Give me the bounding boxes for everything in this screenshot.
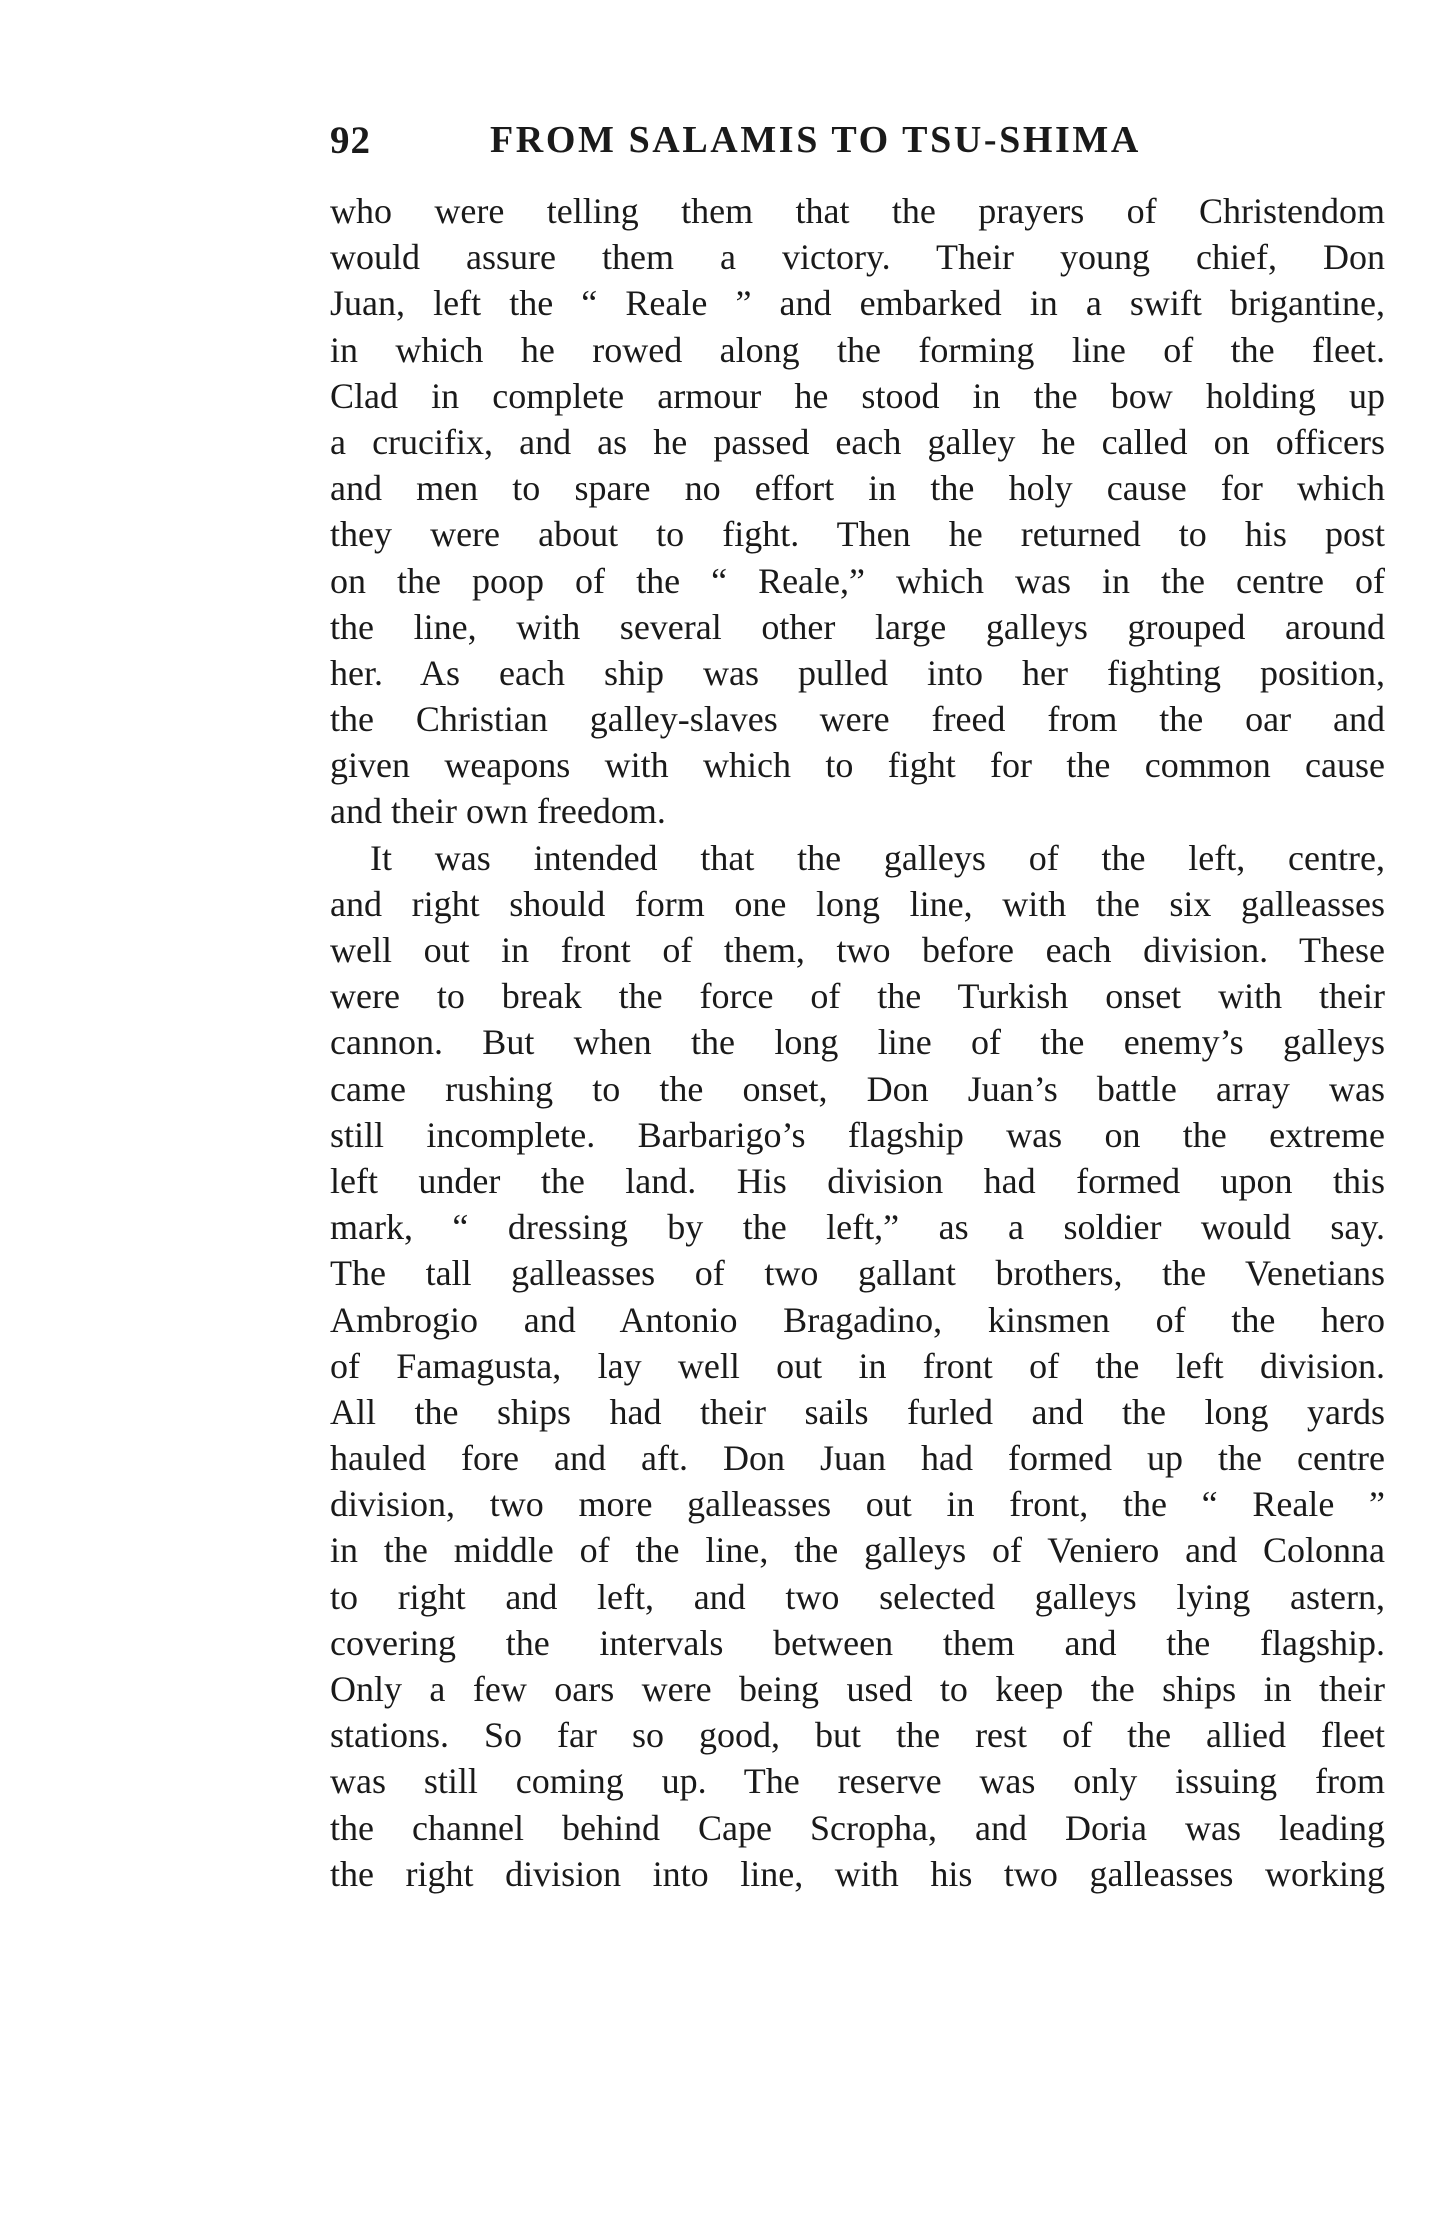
text-line: in which he rowed along the forming line of the fleet. — [330, 329, 1385, 370]
text-line: still incomplete. Barbarigo’s flagship was on the extreme — [330, 1114, 1385, 1155]
paragraph — [330, 188, 1385, 835]
text-line: the line, with several other large galleys grouped around — [330, 606, 1385, 647]
text-line: All the ships had their sails furled and the long yards — [330, 1391, 1385, 1432]
text-line: and right should form one long line, with the six galleasses — [330, 883, 1385, 924]
text-line: cannon. But when the long line of the enemy’s galleys — [330, 1022, 1385, 1063]
body-text — [330, 188, 1385, 1897]
text-line: The tall galleasses of two gallant brothers, the Venetians — [330, 1253, 1385, 1294]
text-line: came rushing to the onset, Don Juan’s battle array was — [330, 1068, 1385, 1109]
text-line: were to break the force of the Turkish onset with their — [330, 976, 1385, 1017]
text-line: Juan, left the “ Reale ” and embarked in a swift brigantine, — [330, 283, 1385, 324]
text-line: and men to spare no effort in the holy cause for which — [330, 468, 1385, 509]
text-line: they were about to fight. Then he returned to his post — [330, 514, 1385, 555]
text-line: on the poop of the “ Reale,” which was in the centre of — [330, 560, 1385, 601]
text-line: Ambrogio and Antonio Bragadino, kinsmen of the hero — [330, 1299, 1385, 1340]
text-line: mark, “ dressing by the left,” as a soldier would say. — [330, 1207, 1385, 1248]
text-line: stations. So far so good, but the rest of the allied fleet — [330, 1715, 1385, 1756]
text-line: covering the intervals between them and the flagship. — [330, 1622, 1385, 1663]
running-title: FROM SALAMIS TO TSU-SHIMA — [490, 119, 1141, 161]
text-line: the right division into line, with his two galleasses working — [330, 1853, 1385, 1894]
page-header — [330, 118, 1385, 174]
text-line: division, two more galleasses out in front, the “ Reale ” — [330, 1484, 1385, 1525]
text-line: in the middle of the line, the galleys of Veniero and Colonna — [330, 1530, 1385, 1571]
text-line: was still coming up. The reserve was only issuing from — [330, 1761, 1385, 1802]
text-line: well out in front of them, two before each division. These — [330, 930, 1385, 970]
book-page — [330, 118, 1385, 1897]
text-line: given weapons with which to fight for the common cause — [330, 745, 1385, 786]
text-line: would assure them a victory. Their young chief, Don — [330, 237, 1385, 278]
text-line: It was intended that the galleys of the left, centre, — [370, 837, 1385, 878]
text-line: the Christian galley-slaves were freed from the oar and — [330, 699, 1385, 740]
text-line: left under the land. His division had formed upon this — [330, 1160, 1385, 1201]
text-line: hauled fore and aft. Don Juan had formed up the centre — [330, 1438, 1385, 1479]
text-line: and their own freedom. — [330, 791, 666, 832]
text-line: of Famagusta, lay well out in front of the left division. — [330, 1345, 1385, 1386]
paragraph-container — [330, 188, 1385, 1897]
text-line: a crucifix, and as he passed each galley he called on officers — [330, 421, 1385, 462]
page-number: 92 — [330, 119, 371, 162]
paragraph — [330, 835, 1385, 1897]
text-line: Clad in complete armour he stood in the bow holding up — [330, 375, 1385, 416]
text-line: Only a few oars were being used to keep the ships in their — [330, 1669, 1385, 1709]
text-line: her. As each ship was pulled into her fighting position, — [330, 652, 1385, 693]
text-line: who were telling them that the prayers of Christendom — [330, 191, 1385, 231]
text-line: the channel behind Cape Scropha, and Doria was leading — [330, 1807, 1385, 1848]
text-line: to right and left, and two selected galleys lying astern, — [330, 1576, 1385, 1617]
